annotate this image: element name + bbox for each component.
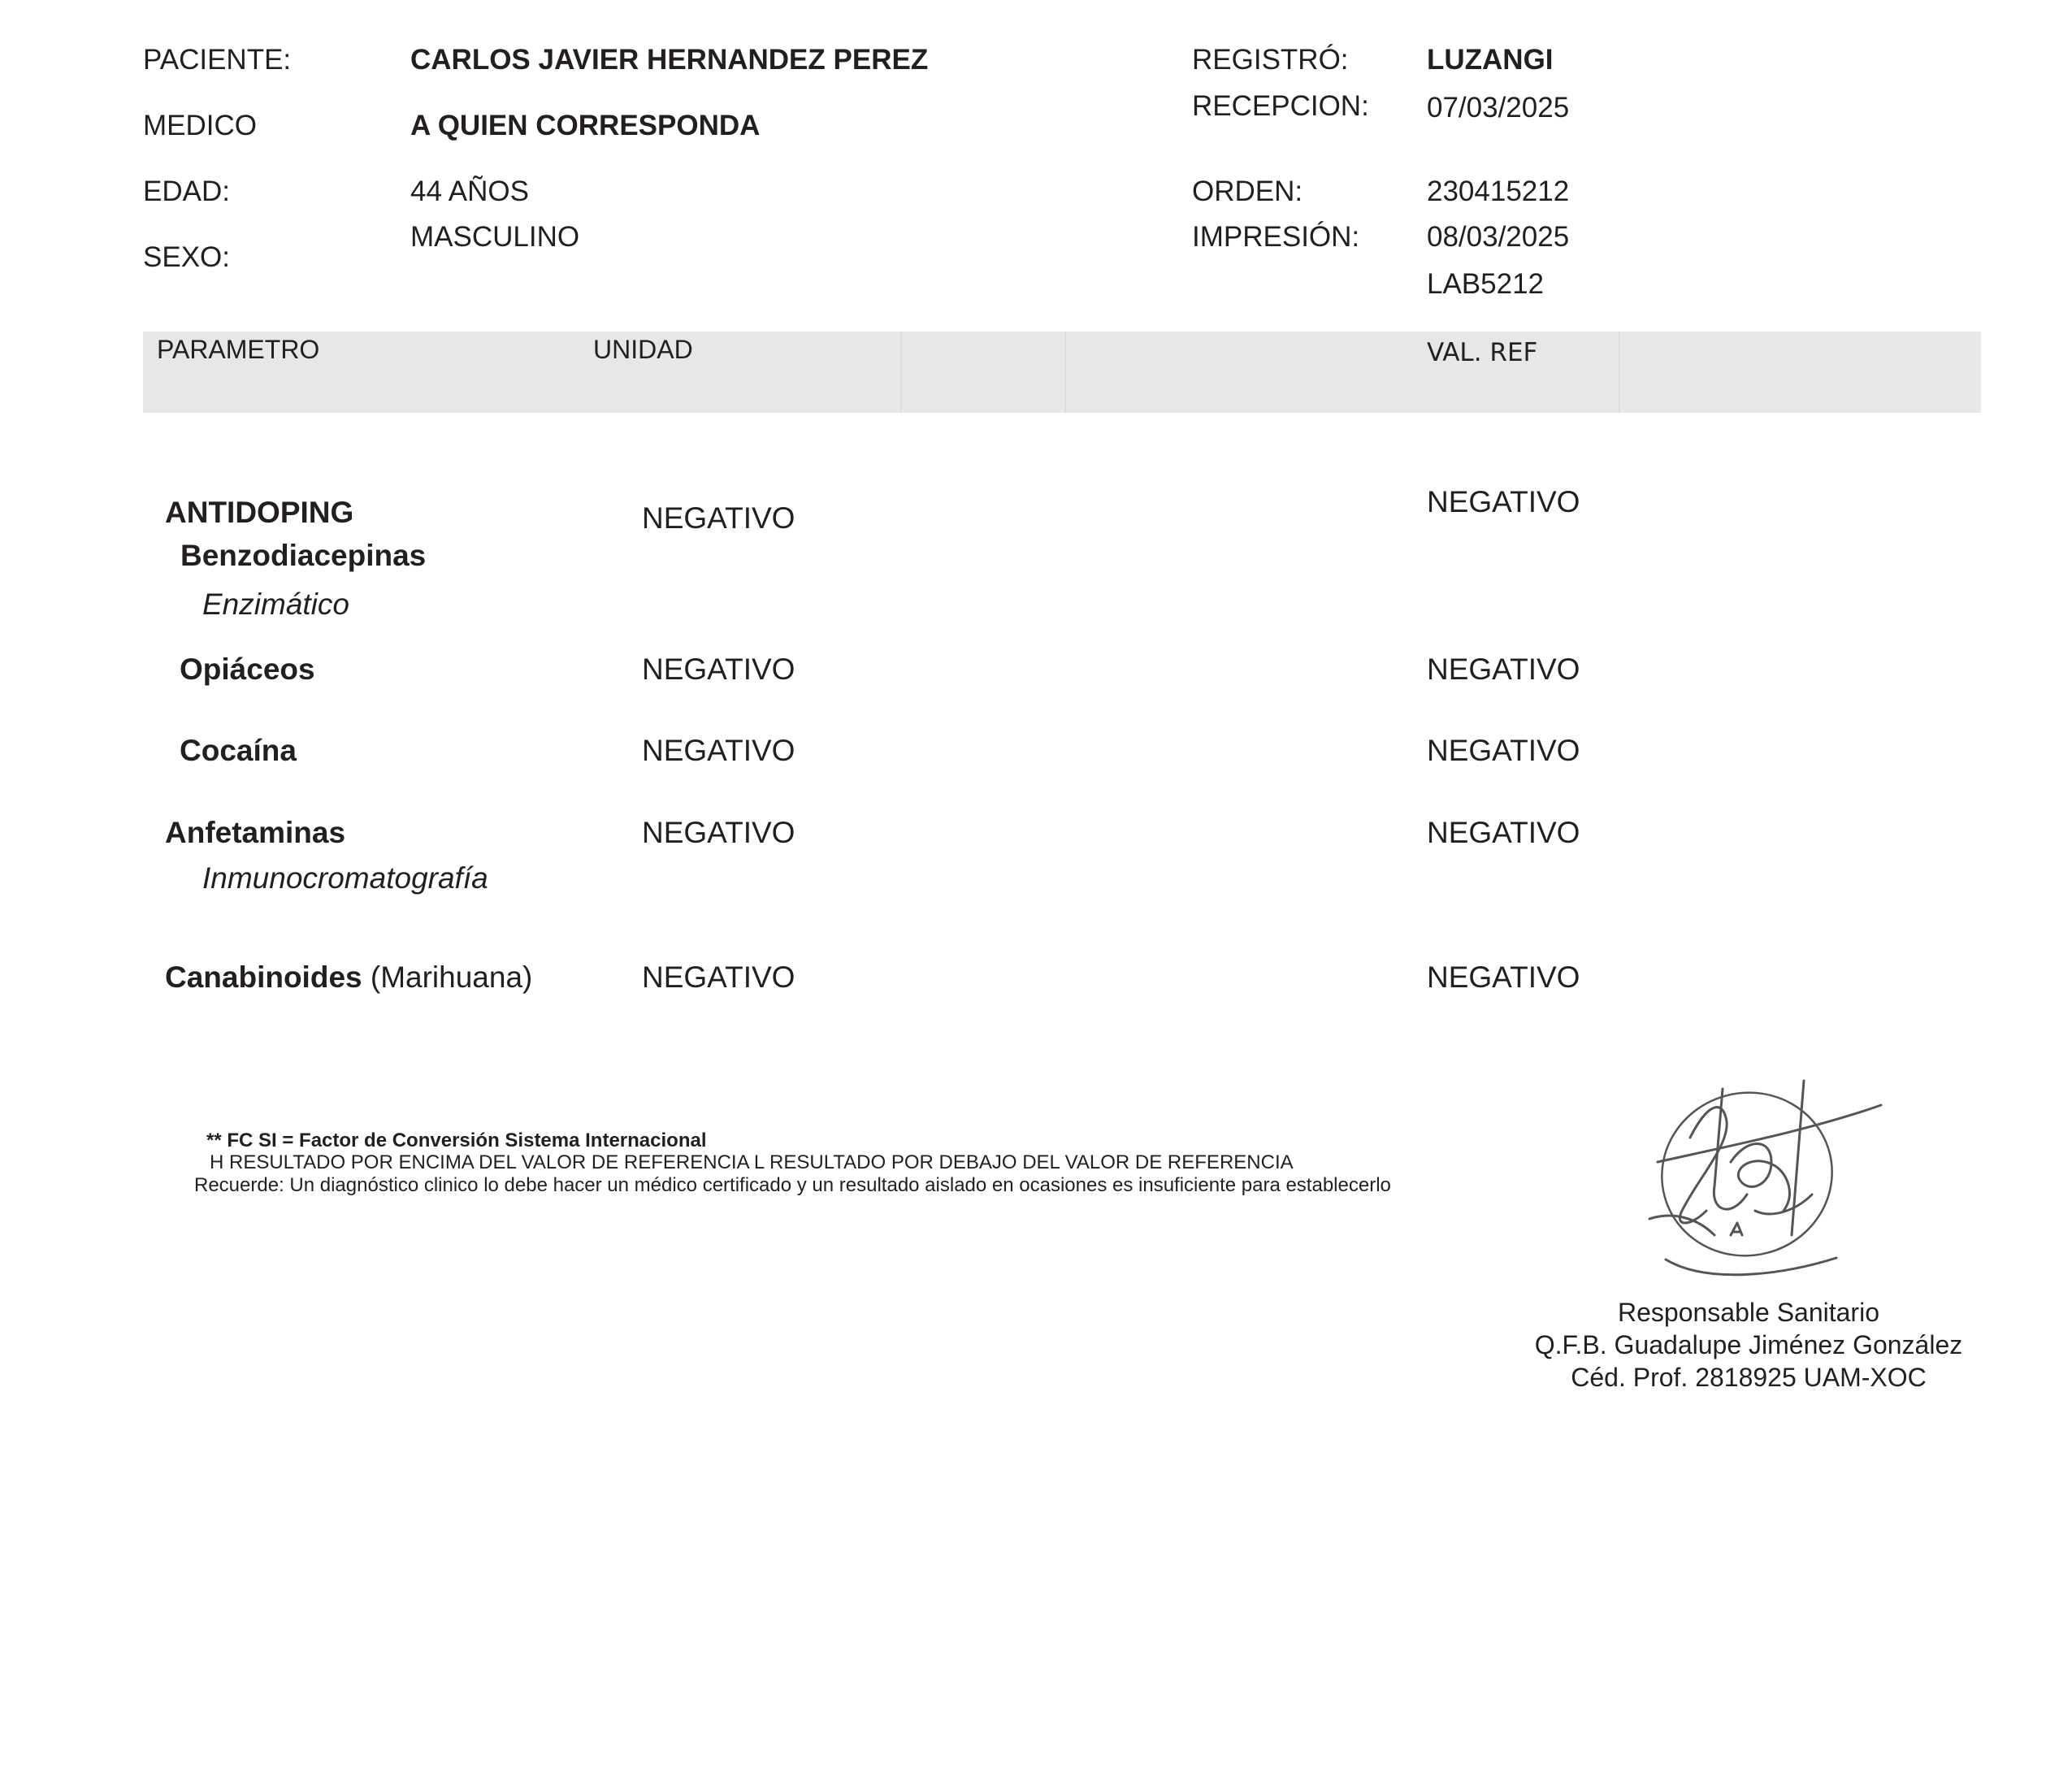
parameter-detail: (Marihuana) xyxy=(370,960,533,994)
print-date: 08/03/2025 xyxy=(1427,221,1570,253)
doctor-label: MEDICO xyxy=(143,110,257,141)
order-number: 230415212 xyxy=(1427,176,1570,207)
column-divider xyxy=(1064,332,1066,413)
signature-name: Q.F.B. Guadalupe Jiménez González xyxy=(1534,1330,1963,1359)
signature-role: Responsable Sanitario xyxy=(1618,1298,1879,1327)
method-name: Inmunocromatografía xyxy=(202,861,488,895)
parameter-name: Cocaína xyxy=(180,734,297,767)
registered-label: REGISTRÓ: xyxy=(1192,44,1349,76)
parameter-row-cannabinoids xyxy=(165,960,532,995)
patient-name: CARLOS JAVIER HERNANDEZ PEREZ xyxy=(410,44,929,76)
parameter-name: Anfetaminas xyxy=(165,816,346,849)
column-divider xyxy=(1619,332,1620,413)
group-title: ANTIDOPING xyxy=(165,496,354,529)
signature-image xyxy=(1633,1073,1901,1284)
reception-label: RECEPCION: xyxy=(1192,90,1369,122)
note-conversion: ** FC SI = Factor de Conversión Sistema Internacional xyxy=(206,1129,707,1151)
reference-value: NEGATIVO xyxy=(1427,485,1580,518)
lab-code: LAB5212 xyxy=(1427,268,1545,300)
sex-value: MASCULINO xyxy=(410,221,580,253)
reference-value: NEGATIVO xyxy=(1427,960,1580,994)
result-value: NEGATIVO xyxy=(642,653,795,686)
sex-label: SEXO: xyxy=(143,241,230,273)
reference-value: NEGATIVO xyxy=(1427,816,1580,849)
result-value: NEGATIVO xyxy=(642,960,795,994)
doctor-name: A QUIEN CORRESPONDA xyxy=(410,110,761,141)
reference-value: NEGATIVO xyxy=(1427,653,1580,686)
patient-label: PACIENTE: xyxy=(143,44,292,76)
result-value: NEGATIVO xyxy=(642,816,795,849)
column-divider xyxy=(900,332,902,413)
method-name: Enzimático xyxy=(202,587,349,621)
print-label: IMPRESIÓN: xyxy=(1192,221,1360,253)
column-parameter: PARAMETRO xyxy=(157,335,320,364)
parameter-name: Canabinoides xyxy=(165,960,362,994)
parameter-name: Benzodiacepinas xyxy=(180,539,427,572)
column-unit: UNIDAD xyxy=(593,335,693,364)
note-flags: H RESULTADO POR ENCIMA DEL VALOR DE REFERENCIA L RESULTADO POR DEBAJO DEL VALOR DE REFERENCIA xyxy=(210,1151,1294,1173)
age-label: EDAD: xyxy=(143,176,230,207)
order-label: ORDEN: xyxy=(1192,176,1303,207)
result-value: NEGATIVO xyxy=(642,734,795,767)
age-value: 44 AÑOS xyxy=(410,176,529,207)
parameter-name: Opiáceos xyxy=(180,653,315,686)
column-reference: VAL. REF xyxy=(1427,338,1538,367)
result-value: NEGATIVO xyxy=(642,501,795,535)
column-header-bar xyxy=(143,332,1981,413)
signature-license: Céd. Prof. 2818925 UAM-XOC xyxy=(1571,1363,1927,1392)
reference-value: NEGATIVO xyxy=(1427,734,1580,767)
note-disclaimer: Recuerde: Un diagnóstico clinico lo debe hacer un médico certificado y un resultado aislado en ocasiones es insuficiente para establecerlo xyxy=(194,1174,1391,1196)
registered-value: LUZANGI xyxy=(1427,44,1554,76)
reception-date: 07/03/2025 xyxy=(1427,92,1570,124)
